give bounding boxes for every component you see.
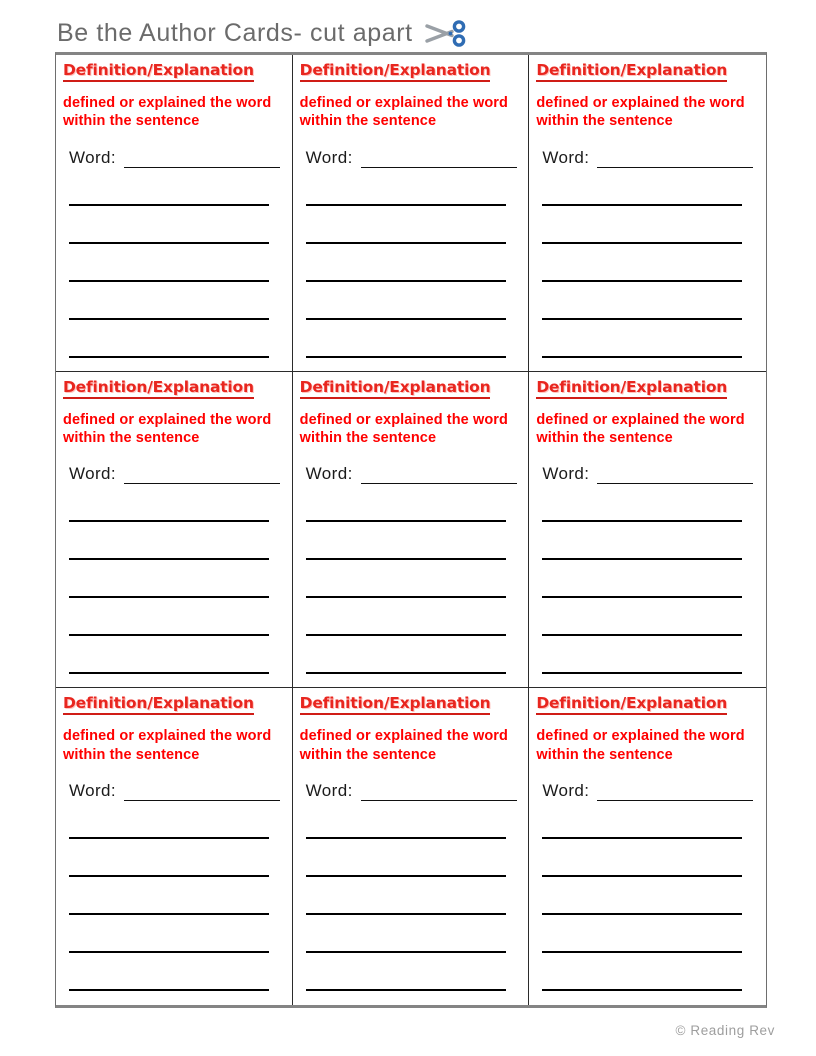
writing-lines — [62, 801, 284, 991]
writing-line — [306, 636, 506, 674]
writing-lines — [62, 484, 284, 674]
word-row — [299, 148, 521, 168]
author-card — [56, 372, 293, 689]
writing-line — [542, 560, 742, 598]
word-label: Word: — [542, 147, 590, 167]
writing-line — [542, 915, 742, 953]
footer-credit: © Reading Rev — [675, 1023, 775, 1038]
writing-line — [69, 636, 269, 674]
card-description: defined or explained the word within the sentence — [299, 728, 508, 763]
writing-line — [69, 282, 269, 320]
title-row — [57, 18, 469, 49]
word-blank-line — [597, 784, 753, 801]
card-description: defined or explained the word within the sentence — [299, 411, 508, 446]
card-header: Definition/Explanation — [300, 694, 491, 715]
card-description: defined or explained the word within the sentence — [299, 95, 508, 130]
writing-lines — [62, 168, 284, 358]
writing-line — [69, 522, 269, 560]
word-label: Word: — [542, 464, 590, 484]
word-blank-line — [361, 467, 517, 484]
writing-line — [306, 484, 506, 522]
author-card — [56, 688, 293, 1005]
card-header: Definition/Explanation — [63, 378, 254, 399]
writing-line — [306, 839, 506, 877]
writing-lines — [299, 484, 521, 674]
writing-lines — [299, 168, 521, 358]
word-blank-line — [361, 784, 517, 801]
author-card — [293, 372, 530, 689]
writing-line — [542, 839, 742, 877]
word-label: Word: — [305, 464, 353, 484]
writing-line — [69, 877, 269, 915]
writing-line — [542, 244, 742, 282]
word-row — [535, 464, 758, 484]
card-description: defined or explained the word within the sentence — [536, 728, 745, 763]
writing-line — [306, 522, 506, 560]
word-blank-line — [124, 151, 280, 168]
word-blank-line — [597, 467, 753, 484]
writing-line — [306, 168, 506, 206]
writing-line — [542, 168, 742, 206]
writing-line — [69, 168, 269, 206]
cards-grid — [55, 52, 767, 1008]
word-row — [299, 464, 521, 484]
word-label: Word: — [305, 780, 353, 800]
writing-line — [69, 320, 269, 358]
writing-line — [69, 598, 269, 636]
writing-line — [306, 953, 506, 991]
writing-line — [542, 282, 742, 320]
word-blank-line — [124, 784, 280, 801]
word-row — [535, 148, 758, 168]
word-label: Word: — [69, 780, 117, 800]
writing-line — [542, 801, 742, 839]
card-header: Definition/Explanation — [300, 61, 491, 82]
writing-line — [542, 953, 742, 991]
writing-line — [306, 282, 506, 320]
writing-line — [306, 877, 506, 915]
writing-line — [306, 244, 506, 282]
writing-line — [306, 206, 506, 244]
word-label: Word: — [69, 147, 117, 167]
word-blank-line — [124, 467, 280, 484]
author-card — [293, 688, 530, 1005]
word-row — [535, 781, 758, 801]
card-description: defined or explained the word within the sentence — [536, 95, 745, 130]
scissors-icon — [425, 18, 469, 49]
writing-line — [542, 206, 742, 244]
card-description: defined or explained the word within the sentence — [63, 95, 272, 130]
page-title: Be the Author Cards- cut apart — [57, 19, 413, 47]
card-description: defined or explained the word within the sentence — [63, 728, 272, 763]
writing-line — [306, 915, 506, 953]
writing-line — [69, 244, 269, 282]
writing-line — [69, 915, 269, 953]
writing-line — [306, 598, 506, 636]
word-label: Word: — [69, 464, 117, 484]
writing-line — [542, 598, 742, 636]
writing-line — [69, 801, 269, 839]
word-row — [299, 781, 521, 801]
writing-line — [542, 522, 742, 560]
writing-line — [69, 484, 269, 522]
writing-line — [306, 560, 506, 598]
writing-line — [69, 206, 269, 244]
author-card — [529, 688, 766, 1005]
author-card — [529, 372, 766, 689]
writing-lines — [535, 801, 758, 991]
writing-line — [69, 953, 269, 991]
writing-line — [69, 560, 269, 598]
card-description: defined or explained the word within the sentence — [63, 411, 272, 446]
author-card — [56, 55, 293, 372]
word-row — [62, 781, 284, 801]
writing-line — [306, 801, 506, 839]
word-label: Word: — [542, 780, 590, 800]
writing-line — [306, 320, 506, 358]
word-label: Word: — [305, 147, 353, 167]
writing-lines — [535, 484, 758, 674]
word-row — [62, 148, 284, 168]
word-blank-line — [361, 151, 517, 168]
writing-line — [542, 484, 742, 522]
card-header: Definition/Explanation — [63, 694, 254, 715]
word-blank-line — [597, 151, 753, 168]
writing-lines — [299, 801, 521, 991]
word-row — [62, 464, 284, 484]
writing-line — [542, 320, 742, 358]
card-header: Definition/Explanation — [63, 61, 254, 82]
writing-line — [69, 839, 269, 877]
card-header: Definition/Explanation — [536, 378, 727, 399]
writing-line — [542, 636, 742, 674]
card-header: Definition/Explanation — [536, 61, 727, 82]
card-header: Definition/Explanation — [300, 378, 491, 399]
writing-line — [542, 877, 742, 915]
writing-lines — [535, 168, 758, 358]
card-description: defined or explained the word within the sentence — [536, 411, 745, 446]
author-card — [529, 55, 766, 372]
author-card — [293, 55, 530, 372]
card-header: Definition/Explanation — [536, 694, 727, 715]
